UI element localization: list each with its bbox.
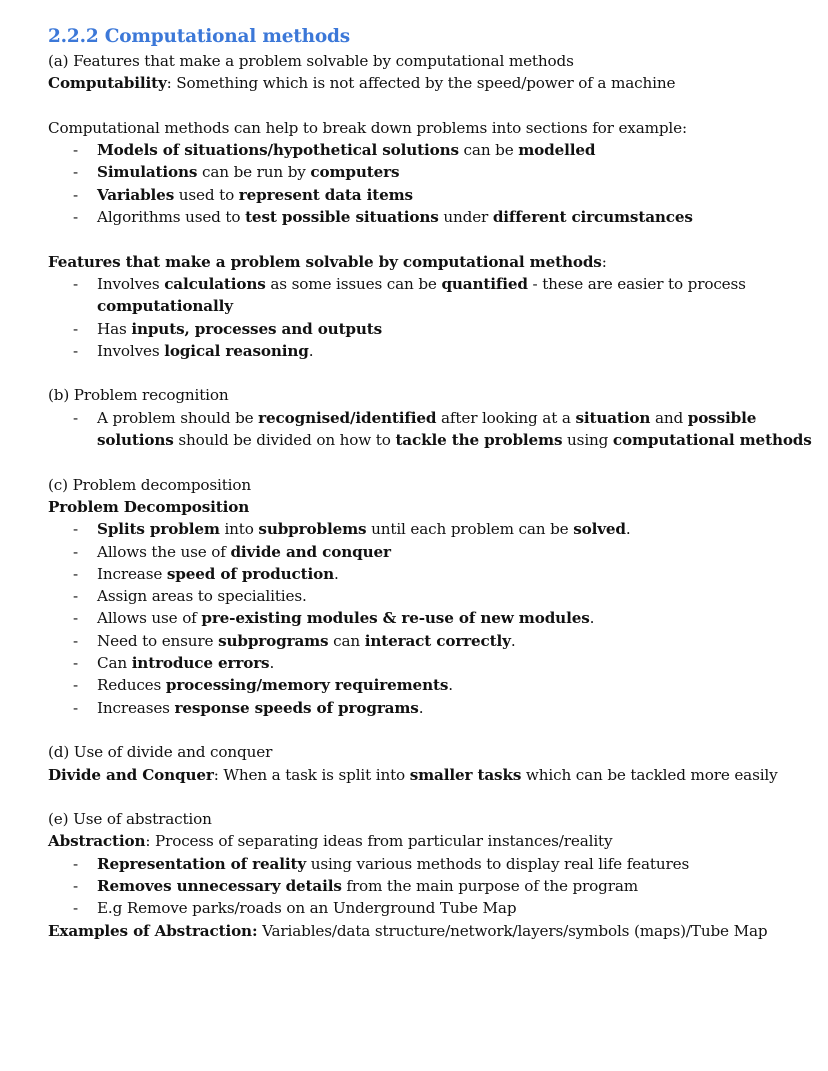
- subsection-b-title: (b) Problem recognition: [48, 386, 229, 405]
- abstraction-definition: Abstraction: Process of separating ideas from particular instances/reality: [48, 832, 613, 851]
- document-page: [48, 24, 818, 942]
- list-item: - Representation of reality using various methods to display real life features: [73, 854, 690, 873]
- list-item: - Splits problem into subproblems until each problem can be solved.: [73, 520, 631, 539]
- list-item: - Assign areas to specialities.: [73, 587, 307, 606]
- decomposition-subtitle: Problem Decomposition: [48, 497, 250, 516]
- list-item: - Models of situations/hypothetical solutions can be modelled: [73, 141, 596, 160]
- list-item: - E.g Remove parks/roads on an Underground Tube Map: [73, 899, 517, 918]
- list-item: - Removes unnecessary details from the main purpose of the program: [73, 876, 638, 895]
- abstraction-list: [48, 853, 818, 920]
- list-item: - Reduces processing/memory requirements.: [73, 676, 453, 695]
- list-item: - Allows the use of divide and conquer: [73, 542, 391, 561]
- list-item: - Increase speed of production.: [73, 564, 339, 583]
- abstraction-examples: Examples of Abstraction: Variables/data structure/network/layers/symbols (maps)/Tube Map: [48, 921, 768, 940]
- definition-term: Computability: [48, 74, 167, 93]
- features-list: [48, 273, 818, 362]
- list-item: - Has inputs, processes and outputs: [73, 319, 383, 338]
- subsection-c-title: (c) Problem decomposition: [48, 475, 252, 494]
- list-item: - Algorithms used to test possible situations under different circumstances: [73, 208, 693, 227]
- list-item: - A problem should be recognised/identified after looking at a situation and possible solutions should be divided on how to tackle the problems using computational methods: [73, 408, 812, 450]
- list-item: - Simulations can be run by computers: [73, 163, 400, 182]
- list-item: - Need to ensure subprograms can interact correctly.: [73, 631, 516, 650]
- subsection-d-title: (d) Use of divide and conquer: [48, 743, 273, 762]
- list-item: - Increases response speeds of programs.: [73, 698, 424, 717]
- computability-definition: Computability: Something which is not affected by the speed/power of a machine: [48, 74, 676, 93]
- decomposition-list: [48, 518, 818, 719]
- list-item: - Variables used to represent data items: [73, 185, 413, 204]
- list-item: - Involves logical reasoning.: [73, 341, 314, 360]
- divide-and-conquer-definition: Divide and Conquer: When a task is split into smaller tasks which can be tackled more easily: [48, 765, 778, 784]
- section-heading: 2.2.2 Computational methods: [48, 26, 350, 47]
- subsection-e-title: (e) Use of abstraction: [48, 810, 212, 829]
- subsection-a-title: (a) Features that make a problem solvable by computational methods: [48, 52, 574, 70]
- features-title: Features that make a problem solvable by computational methods:: [48, 252, 607, 271]
- breakdown-list: [48, 139, 818, 228]
- list-item: - Can introduce errors.: [73, 654, 275, 673]
- list-item: - Allows use of pre-existing modules & re-use of new modules.: [73, 609, 595, 628]
- breakdown-intro: Computational methods can help to break down problems into sections for example:: [48, 118, 687, 137]
- recognition-list: [48, 407, 818, 452]
- list-item: - Involves calculations as some issues can be quantified - these are easier to process computationally: [73, 274, 746, 316]
